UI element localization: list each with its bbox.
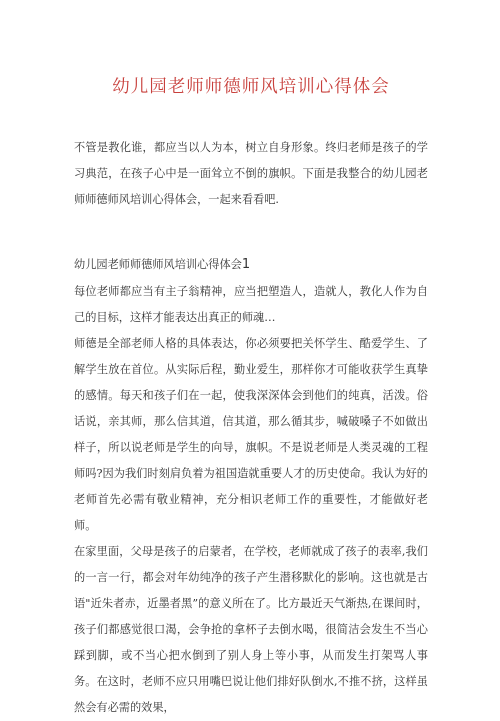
body-paragraph: 师德是全部老师人格的具体表达，你必须要把关怀学生、酷爱学生、了解学生放在首位。从实际后程，勤业爱生，那样你才可能收获学生真挚的感情。每天和孩子们在一起，使我深深体会到他们的纯真，活泼。俗话说，亲其师，那么信其道，信其道，那么循其步，喊破嗓子不如做出样子，所以说老师是学生的向导，旗帜。不是说老师是人类灵魂的工程师吗?因为我们时刻肩负着为祖国造就重要人才的历史使命。我认为好的老师首先必需有敬业精神，充分相识老师工作的重要性，才能做好老师。 bbox=[74, 337, 428, 532]
section-heading bbox=[74, 255, 428, 275]
section-heading-text: 幼儿园老师师德师风培训心得体会 bbox=[74, 258, 242, 271]
section-heading-number: 1 bbox=[241, 257, 251, 272]
body-paragraph: 每位老师都应当有主子翁精神，应当把塑造人，造就人，教化人作为自己的目标，这样才能表达出真正的师魂… bbox=[74, 285, 428, 324]
body-paragraph: 在家里面，父母是孩子的启蒙者，在学校，老师就成了孩子的表率,我们的一言一行，都会对年幼纯净的孩子产生潜移默化的影响。这也就是古语"近朱者赤，近墨者黑”的意义所在了。比方最近天气渐热,在课间时，孩子们都感觉很口渴，会争抢的拿杯子去倒水喝，很简洁会发生不当心踩到脚，或不当心把水倒到了别人身上等小事，从而发生打架骂人事务。在这时，老师不应只用嘴巴说让他们排好队倒水,不推不挤，这样虽然会有必需的效果， bbox=[74, 545, 428, 714]
intro-paragraph: 不管是教化谁，都应当以人为本，树立自身形象。终归老师是孩子的学习典范，在孩子心中是一面耸立不倒的旗帜。下面是我整合的幼儿园老师师德师风培训心得体会，一起来看看吧. bbox=[74, 141, 428, 206]
document-title: 幼儿园老师师德师风培训心得体会 bbox=[112, 77, 390, 97]
